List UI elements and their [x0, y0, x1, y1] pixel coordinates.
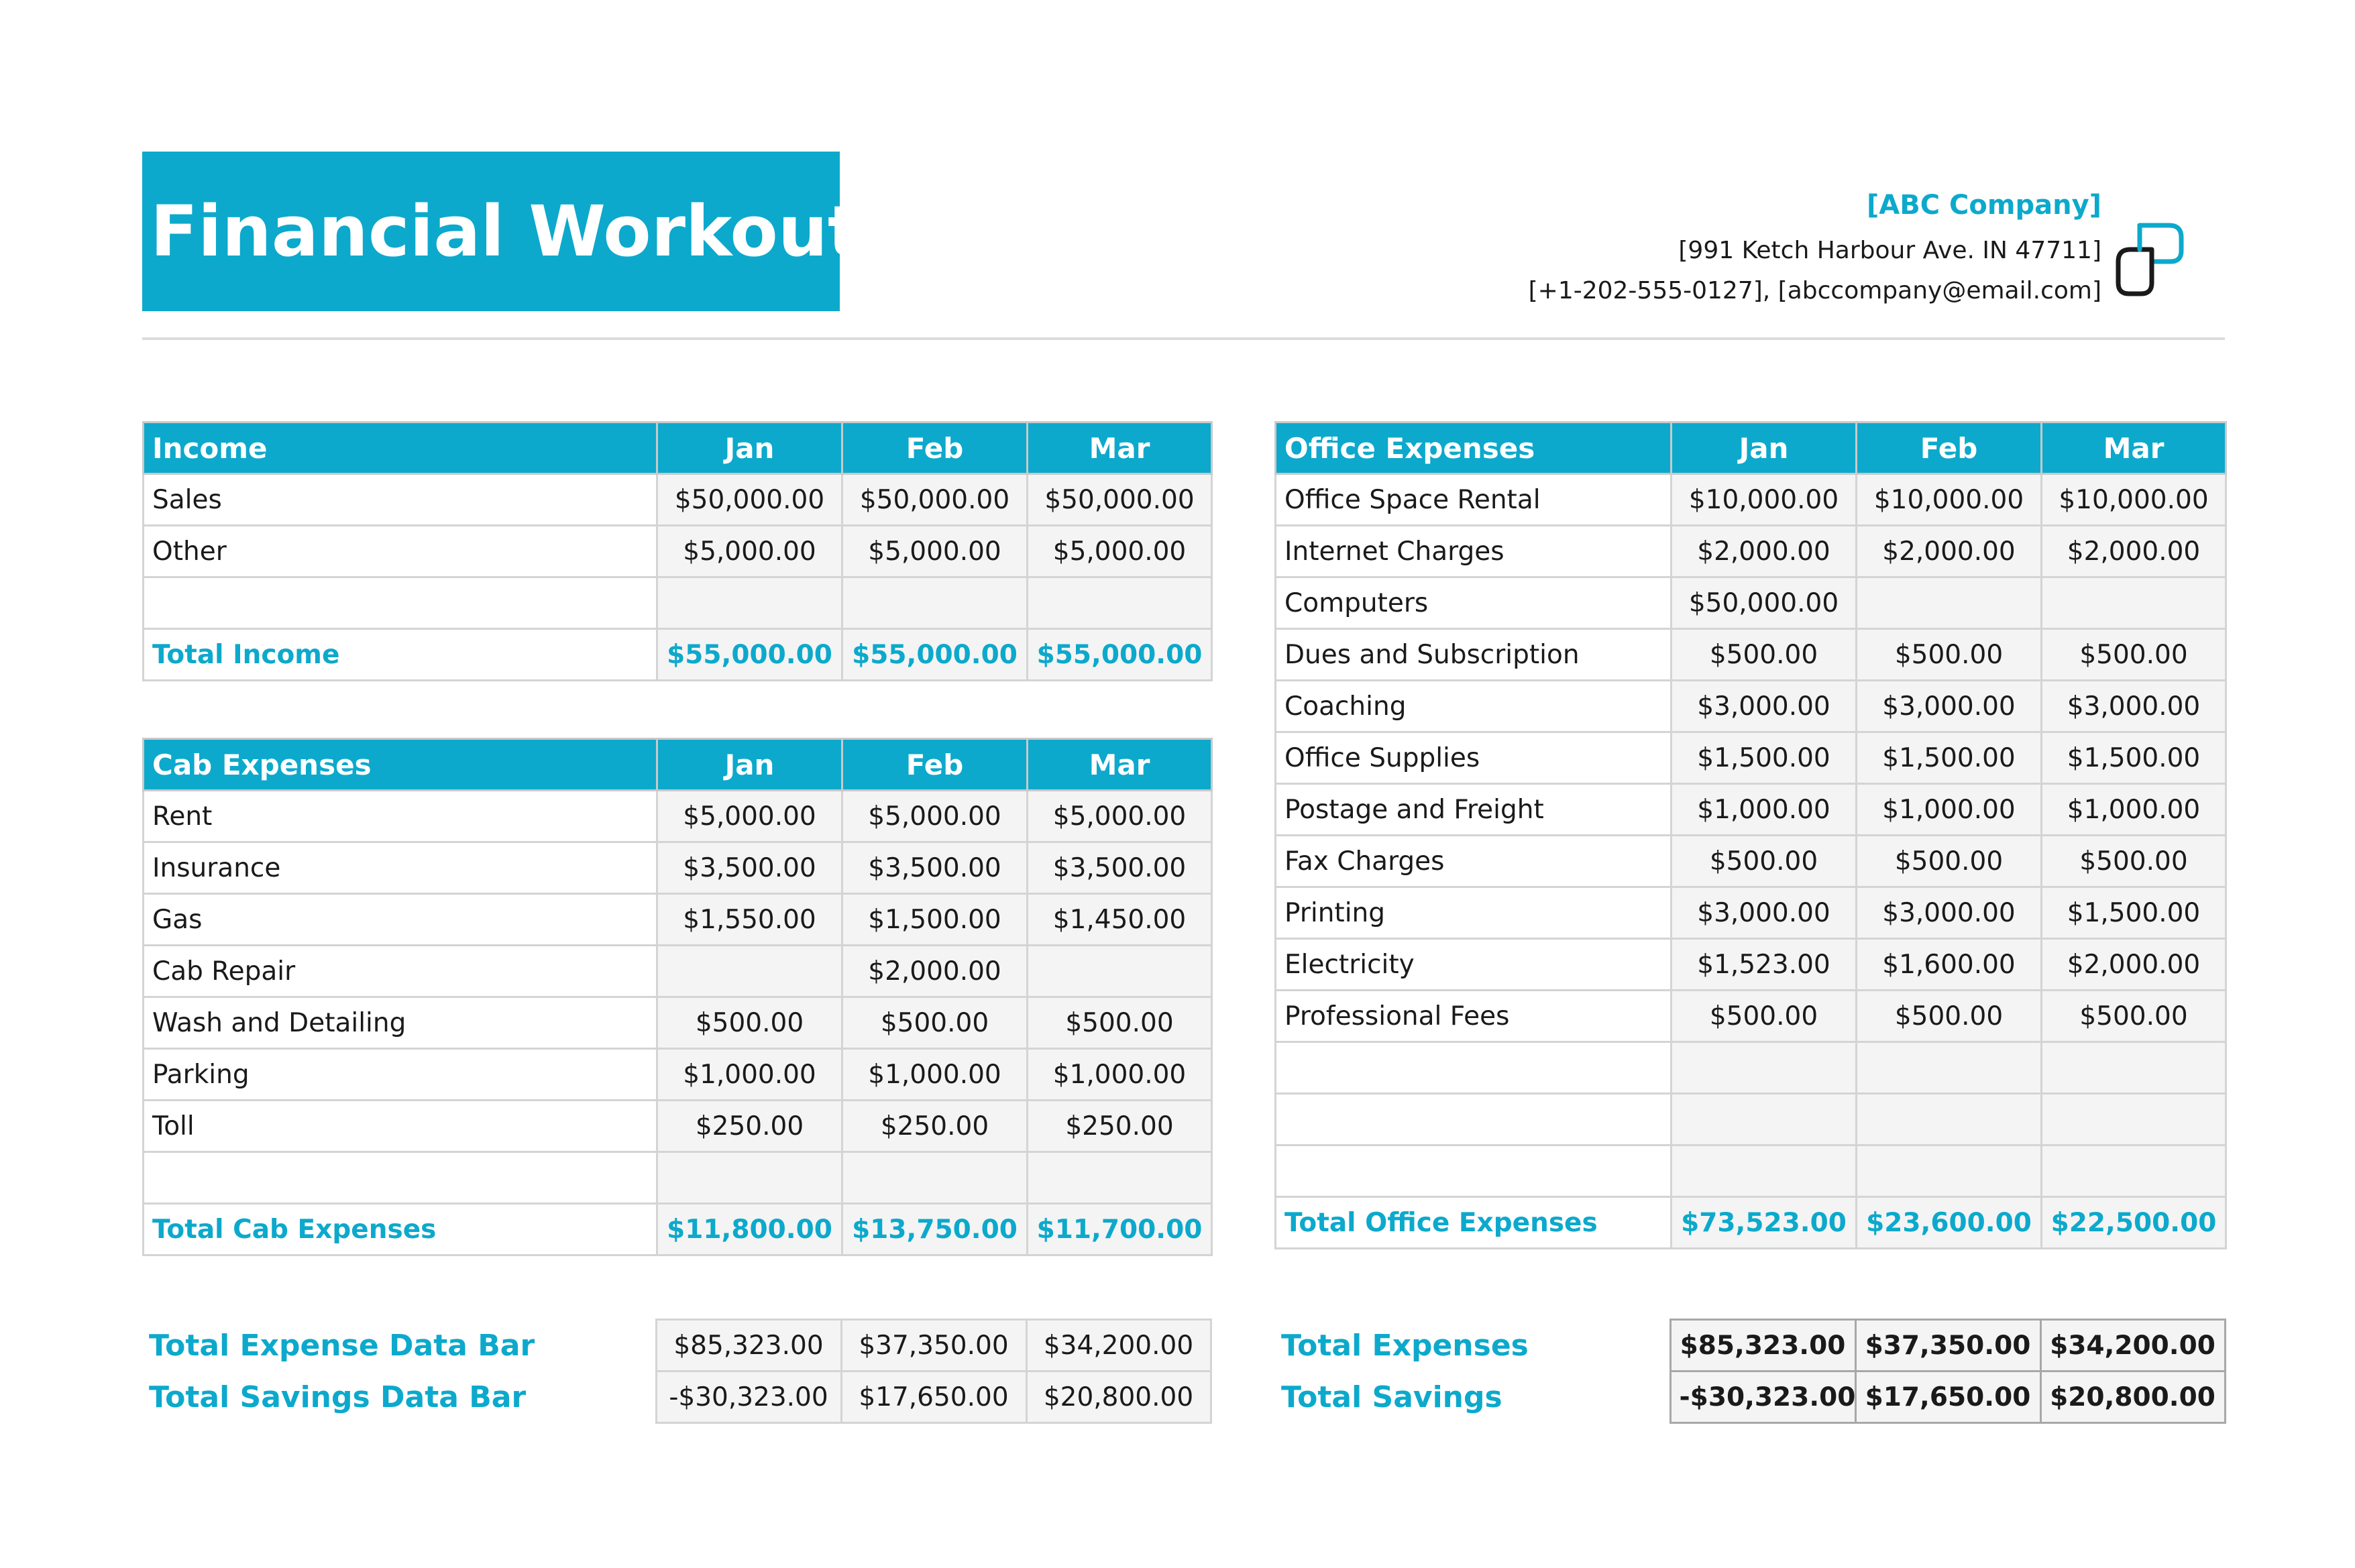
- value-cell: $500.00: [1672, 836, 1857, 887]
- income-table: [142, 421, 1213, 681]
- row-label-cell: Electricity: [1276, 939, 1672, 991]
- table-title-cell: Cab Expenses: [144, 739, 657, 791]
- interlocked-squares-logo-icon: [2112, 219, 2192, 299]
- row-label-cell: [1276, 1094, 1672, 1145]
- row-label-cell: [1276, 1042, 1672, 1094]
- month-header-cell: Mar: [2042, 423, 2226, 474]
- value-cell: $1,000.00: [1857, 784, 2042, 836]
- table-title-cell: Income: [144, 423, 657, 474]
- table-row: [144, 791, 1212, 842]
- table-row: [1276, 732, 2226, 784]
- value-cell: $500.00: [2042, 629, 2226, 681]
- value-cell: $500.00: [1028, 997, 1212, 1049]
- row-label-cell: Toll: [144, 1101, 657, 1152]
- table-row: [1276, 629, 2226, 681]
- total-label-cell: Total Cab Expenses: [144, 1204, 657, 1255]
- value-cell: $3,000.00: [1672, 887, 1857, 939]
- row-label-cell: Sales: [144, 474, 657, 526]
- value-cell: $2,000.00: [2042, 526, 2226, 577]
- summary-label-cell: Total Expense Data Bar: [142, 1320, 656, 1371]
- value-cell: $10,000.00: [2042, 474, 2226, 526]
- value-cell: [657, 1152, 842, 1204]
- value-cell: $1,600.00: [1857, 939, 2042, 991]
- summary-value-cell: $85,323.00: [1670, 1320, 1855, 1371]
- summary-value-cell: $85,323.00: [656, 1320, 841, 1371]
- header-divider: [142, 337, 2225, 340]
- value-cell: [2042, 1042, 2226, 1094]
- table-row: [1276, 991, 2226, 1042]
- summary-value-cell: $20,800.00: [2040, 1371, 2225, 1423]
- row-label-cell: Printing: [1276, 887, 1672, 939]
- value-cell: $2,000.00: [1672, 526, 1857, 577]
- summary-label-cell: Total Savings: [1274, 1371, 1670, 1423]
- value-cell: $50,000.00: [657, 474, 842, 526]
- table-row: [144, 842, 1212, 894]
- total-value-cell: $73,523.00: [1672, 1197, 1857, 1249]
- row-label-cell: Computers: [1276, 577, 1672, 629]
- row-label-cell: Coaching: [1276, 681, 1672, 732]
- table-row: [144, 474, 1212, 526]
- month-header-cell: Feb: [1857, 423, 2042, 474]
- row-label-cell: Rent: [144, 791, 657, 842]
- value-cell: [1857, 577, 2042, 629]
- value-cell: $500.00: [1857, 836, 2042, 887]
- totals-summary-table: [1274, 1319, 2226, 1424]
- month-header-cell: Mar: [1028, 739, 1212, 791]
- company-name: [ABC Company]: [1867, 190, 2101, 221]
- value-cell: $3,500.00: [1028, 842, 1212, 894]
- total-value-cell: $13,750.00: [842, 1204, 1028, 1255]
- month-header-cell: Feb: [842, 739, 1028, 791]
- row-label-cell: Parking: [144, 1049, 657, 1101]
- value-cell: $1,500.00: [1857, 732, 2042, 784]
- summary-row: [1274, 1371, 2225, 1423]
- value-cell: [2042, 1145, 2226, 1197]
- value-cell: $1,000.00: [657, 1049, 842, 1101]
- summary-label-cell: Total Savings Data Bar: [142, 1371, 656, 1423]
- value-cell: [2042, 577, 2226, 629]
- cab-expenses-table: [142, 738, 1213, 1256]
- value-cell: $250.00: [842, 1101, 1028, 1152]
- row-label-cell: [144, 577, 657, 629]
- value-cell: $10,000.00: [1672, 474, 1857, 526]
- table-row: [1276, 1145, 2226, 1197]
- row-label-cell: [144, 1152, 657, 1204]
- table-row: [144, 1152, 1212, 1204]
- value-cell: $500.00: [2042, 836, 2226, 887]
- month-header-cell: Jan: [657, 423, 842, 474]
- value-cell: [657, 577, 842, 629]
- row-label-cell: Office Space Rental: [1276, 474, 1672, 526]
- summary-value-cell: $34,200.00: [1026, 1320, 1211, 1371]
- table-row: [1276, 887, 2226, 939]
- summary-label-cell: Total Expenses: [1274, 1320, 1670, 1371]
- value-cell: $1,500.00: [2042, 887, 2226, 939]
- table-row: [1276, 1094, 2226, 1145]
- value-cell: [842, 1152, 1028, 1204]
- table-row: [1276, 577, 2226, 629]
- summary-row: [142, 1371, 1211, 1423]
- value-cell: $500.00: [1672, 991, 1857, 1042]
- summary-row: [142, 1320, 1211, 1371]
- row-label-cell: Fax Charges: [1276, 836, 1672, 887]
- summary-value-cell: $17,650.00: [1855, 1371, 2040, 1423]
- value-cell: [2042, 1094, 2226, 1145]
- value-cell: [1028, 946, 1212, 997]
- table-title-cell: Office Expenses: [1276, 423, 1672, 474]
- value-cell: $500.00: [842, 997, 1028, 1049]
- table-row: [1276, 526, 2226, 577]
- value-cell: $3,500.00: [657, 842, 842, 894]
- row-label-cell: Internet Charges: [1276, 526, 1672, 577]
- value-cell: $3,000.00: [1857, 887, 2042, 939]
- value-cell: $500.00: [657, 997, 842, 1049]
- value-cell: [1857, 1042, 2042, 1094]
- row-label-cell: Insurance: [144, 842, 657, 894]
- company-address: [991 Ketch Harbour Ave. IN 47711]: [1678, 237, 2101, 264]
- table-total-row: [144, 1204, 1212, 1255]
- row-label-cell: Office Supplies: [1276, 732, 1672, 784]
- value-cell: $1,550.00: [657, 894, 842, 946]
- value-cell: $5,000.00: [657, 791, 842, 842]
- value-cell: $1,450.00: [1028, 894, 1212, 946]
- value-cell: $3,000.00: [1672, 681, 1857, 732]
- value-cell: $1,500.00: [1672, 732, 1857, 784]
- month-header-cell: Feb: [842, 423, 1028, 474]
- row-label-cell: Gas: [144, 894, 657, 946]
- value-cell: $250.00: [657, 1101, 842, 1152]
- value-cell: $5,000.00: [1028, 791, 1212, 842]
- value-cell: $2,000.00: [2042, 939, 2226, 991]
- row-label-cell: Dues and Subscription: [1276, 629, 1672, 681]
- table-row: [144, 577, 1212, 629]
- summary-value-cell: $17,650.00: [841, 1371, 1026, 1423]
- value-cell: [1672, 1094, 1857, 1145]
- value-cell: $50,000.00: [1672, 577, 1857, 629]
- row-label-cell: Wash and Detailing: [144, 997, 657, 1049]
- month-header-cell: Jan: [657, 739, 842, 791]
- office-expenses-table: [1274, 421, 2227, 1249]
- table-row: [144, 1101, 1212, 1152]
- value-cell: $5,000.00: [657, 526, 842, 577]
- month-header-cell: Mar: [1028, 423, 1212, 474]
- value-cell: $500.00: [1672, 629, 1857, 681]
- total-label-cell: Total Office Expenses: [1276, 1197, 1672, 1249]
- table-row: [1276, 474, 2226, 526]
- total-value-cell: $11,700.00: [1028, 1204, 1212, 1255]
- table-row: [144, 526, 1212, 577]
- row-label-cell: Professional Fees: [1276, 991, 1672, 1042]
- table-row: [1276, 836, 2226, 887]
- total-value-cell: $23,600.00: [1857, 1197, 2042, 1249]
- value-cell: $1,500.00: [842, 894, 1028, 946]
- title-banner: [142, 152, 861, 311]
- value-cell: [1857, 1094, 2042, 1145]
- summary-value-cell: $20,800.00: [1026, 1371, 1211, 1423]
- table-row: [144, 1049, 1212, 1101]
- value-cell: $5,000.00: [842, 526, 1028, 577]
- value-cell: $2,000.00: [1857, 526, 2042, 577]
- value-cell: $2,000.00: [842, 946, 1028, 997]
- value-cell: $1,000.00: [2042, 784, 2226, 836]
- value-cell: [1028, 1152, 1212, 1204]
- value-cell: $500.00: [1857, 629, 2042, 681]
- summary-value-cell: -$30,323.00: [656, 1371, 841, 1423]
- table-header-row: [1276, 423, 2226, 474]
- table-row: [1276, 784, 2226, 836]
- table-total-row: [144, 629, 1212, 681]
- value-cell: $1,523.00: [1672, 939, 1857, 991]
- total-value-cell: $55,000.00: [842, 629, 1028, 681]
- value-cell: $1,500.00: [2042, 732, 2226, 784]
- value-cell: $5,000.00: [1028, 526, 1212, 577]
- company-contact: [+1-202-555-0127], [abccompany@email.com]: [1528, 277, 2101, 304]
- value-cell: $10,000.00: [1857, 474, 2042, 526]
- summary-value-cell: -$30,323.00: [1670, 1371, 1855, 1423]
- row-label-cell: Cab Repair: [144, 946, 657, 997]
- row-label-cell: [1276, 1145, 1672, 1197]
- value-cell: [1028, 577, 1212, 629]
- total-value-cell: $11,800.00: [657, 1204, 842, 1255]
- value-cell: $3,000.00: [2042, 681, 2226, 732]
- total-value-cell: $55,000.00: [1028, 629, 1212, 681]
- value-cell: $50,000.00: [842, 474, 1028, 526]
- value-cell: [1672, 1042, 1857, 1094]
- month-header-cell: Jan: [1672, 423, 1857, 474]
- table-row: [144, 946, 1212, 997]
- total-value-cell: $55,000.00: [657, 629, 842, 681]
- table-row: [144, 894, 1212, 946]
- value-cell: $50,000.00: [1028, 474, 1212, 526]
- value-cell: [1672, 1145, 1857, 1197]
- total-value-cell: $22,500.00: [2042, 1197, 2226, 1249]
- table-row: [144, 997, 1212, 1049]
- summary-value-cell: $34,200.00: [2040, 1320, 2225, 1371]
- row-label-cell: Postage and Freight: [1276, 784, 1672, 836]
- value-cell: $500.00: [1857, 991, 2042, 1042]
- page-title: Financial Workout: [150, 190, 861, 272]
- summary-value-cell: $37,350.00: [841, 1320, 1026, 1371]
- value-cell: $3,000.00: [1857, 681, 2042, 732]
- summary-value-cell: $37,350.00: [1855, 1320, 2040, 1371]
- value-cell: [657, 946, 842, 997]
- value-cell: $3,500.00: [842, 842, 1028, 894]
- table-row: [1276, 939, 2226, 991]
- table-header-row: [144, 423, 1212, 474]
- data-bar-summary-table: [142, 1319, 1212, 1424]
- value-cell: $1,000.00: [1028, 1049, 1212, 1101]
- summary-row: [1274, 1320, 2225, 1371]
- table-row: [1276, 681, 2226, 732]
- value-cell: $5,000.00: [842, 791, 1028, 842]
- table-row: [1276, 1042, 2226, 1094]
- value-cell: $250.00: [1028, 1101, 1212, 1152]
- value-cell: $500.00: [2042, 991, 2226, 1042]
- value-cell: [842, 577, 1028, 629]
- value-cell: [1857, 1145, 2042, 1197]
- value-cell: $1,000.00: [1672, 784, 1857, 836]
- total-label-cell: Total Income: [144, 629, 657, 681]
- row-label-cell: Other: [144, 526, 657, 577]
- value-cell: $1,000.00: [842, 1049, 1028, 1101]
- table-total-row: [1276, 1197, 2226, 1249]
- table-header-row: [144, 739, 1212, 791]
